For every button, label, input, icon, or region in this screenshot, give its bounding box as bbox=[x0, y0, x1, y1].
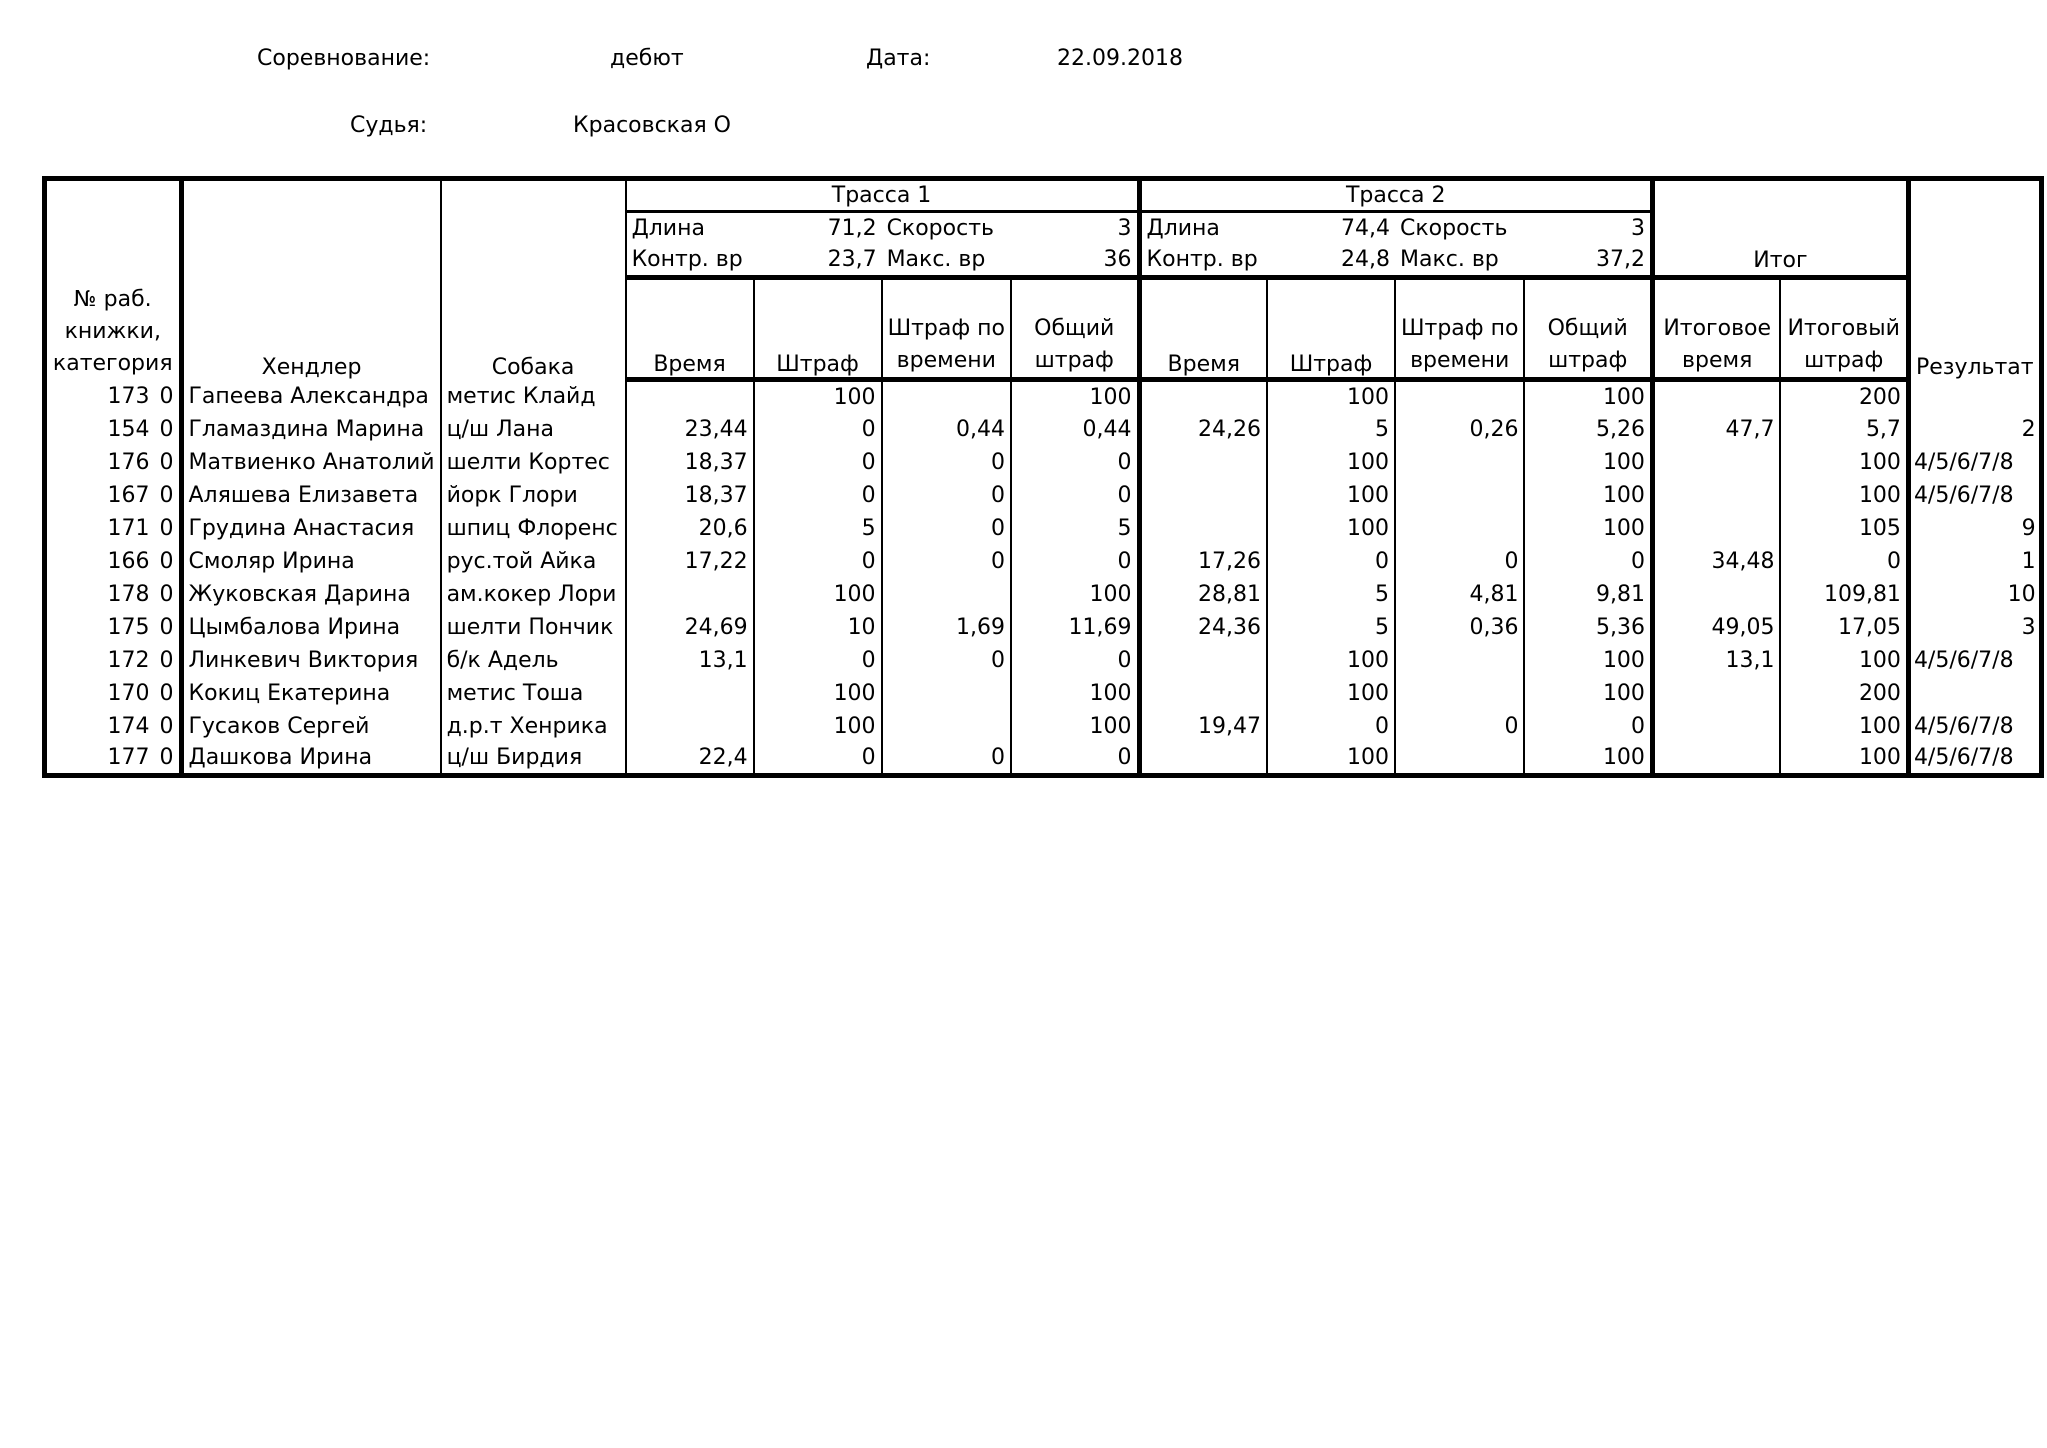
c1-time-penalty bbox=[882, 578, 1011, 611]
c1-time-penalty: 0 bbox=[882, 644, 1011, 677]
category: 0 bbox=[159, 581, 174, 607]
c1-total-penalty: 100 bbox=[1011, 710, 1139, 743]
c1-penalty: 100 bbox=[754, 578, 882, 611]
category: 0 bbox=[159, 416, 174, 442]
c1-total-penalty: 11,69 bbox=[1011, 611, 1139, 644]
table-row bbox=[45, 644, 2042, 677]
table-row bbox=[45, 413, 2042, 446]
handler-name: Кокиц Екатерина bbox=[181, 677, 441, 710]
c2-time-penalty bbox=[1395, 644, 1524, 677]
final-penalty: 105 bbox=[1780, 512, 1908, 545]
result bbox=[1908, 677, 2041, 710]
final-penalty: 5,7 bbox=[1780, 413, 1908, 446]
c1-total-penalty-header: Общий штраф bbox=[1011, 278, 1139, 380]
c1-time-header: Время bbox=[626, 278, 754, 380]
total-time bbox=[1652, 479, 1780, 512]
course2-title: Трасса 2 bbox=[1139, 179, 1652, 212]
final-penalty: 100 bbox=[1780, 446, 1908, 479]
c1-penalty: 5 bbox=[754, 512, 882, 545]
category: 0 bbox=[159, 713, 174, 739]
c2-penalty: 100 bbox=[1267, 644, 1395, 677]
category: 0 bbox=[159, 745, 174, 771]
dog-name: шелти Пончик bbox=[441, 611, 626, 644]
result: 4/5/6/7/8 bbox=[1908, 710, 2041, 743]
total-time: 34,48 bbox=[1652, 545, 1780, 578]
judge-label: Судья: bbox=[350, 113, 428, 138]
course2-speed: 3 bbox=[1630, 216, 1645, 242]
course1-length: 71,2 bbox=[827, 216, 877, 242]
c1-total-penalty: 100 bbox=[1011, 578, 1139, 611]
date-label: Дата: bbox=[866, 46, 931, 71]
category: 0 bbox=[159, 680, 174, 706]
c1-penalty: 10 bbox=[754, 611, 882, 644]
workbook-number: 173 bbox=[107, 383, 150, 409]
c1-time bbox=[626, 710, 754, 743]
c2-total-penalty: 0 bbox=[1524, 545, 1652, 578]
course1-max: 36 bbox=[1011, 245, 1139, 278]
category: 0 bbox=[159, 515, 174, 541]
result: 4/5/6/7/8 bbox=[1908, 644, 2041, 677]
course2-control: 24,8 bbox=[1267, 245, 1395, 278]
course2-max: 37,2 bbox=[1524, 245, 1652, 278]
c2-penalty: 100 bbox=[1267, 380, 1395, 413]
handler-name: Смоляр Ирина bbox=[181, 545, 441, 578]
c2-penalty: 100 bbox=[1267, 446, 1395, 479]
result: 4/5/6/7/8 bbox=[1908, 479, 2041, 512]
c1-total-penalty: 0 bbox=[1011, 545, 1139, 578]
workbook-number: 177 bbox=[107, 745, 150, 771]
c1-total-penalty: 100 bbox=[1011, 677, 1139, 710]
c2-total-penalty: 5,36 bbox=[1524, 611, 1652, 644]
final-penalty: 200 bbox=[1780, 677, 1908, 710]
course1-speed-label: Скорость bbox=[886, 216, 994, 242]
c2-penalty: 100 bbox=[1267, 479, 1395, 512]
c1-time: 17,22 bbox=[626, 545, 754, 578]
category: 0 bbox=[159, 647, 174, 673]
c1-time-penalty bbox=[882, 710, 1011, 743]
c2-time bbox=[1139, 677, 1267, 710]
total-time: 13,1 bbox=[1652, 644, 1780, 677]
c1-time-penalty bbox=[882, 380, 1011, 413]
c2-time: 19,47 bbox=[1139, 710, 1267, 743]
col-header-number: № раб. книжки, категория bbox=[52, 286, 173, 376]
c2-time-penalty: 0,36 bbox=[1395, 611, 1524, 644]
c2-time bbox=[1139, 446, 1267, 479]
judge-value: Красовская О bbox=[573, 113, 731, 138]
total-time bbox=[1652, 578, 1780, 611]
c2-penalty: 100 bbox=[1267, 743, 1395, 776]
c2-total-penalty: 100 bbox=[1524, 380, 1652, 413]
c1-penalty: 0 bbox=[754, 743, 882, 776]
table-row bbox=[45, 479, 2042, 512]
col-header-handler: Хендлер bbox=[181, 179, 441, 380]
result bbox=[1908, 380, 2041, 413]
course1-control: 23,7 bbox=[754, 245, 882, 278]
c1-penalty: 0 bbox=[754, 545, 882, 578]
workbook-number: 170 bbox=[107, 680, 150, 706]
total-time bbox=[1652, 677, 1780, 710]
c2-time bbox=[1139, 479, 1267, 512]
c1-time bbox=[626, 578, 754, 611]
c1-time: 18,37 bbox=[626, 479, 754, 512]
table-row bbox=[45, 677, 2042, 710]
c2-time: 24,26 bbox=[1139, 413, 1267, 446]
course1-speed: 3 bbox=[1117, 216, 1132, 242]
table-row bbox=[45, 611, 2042, 644]
c2-total-penalty: 9,81 bbox=[1524, 578, 1652, 611]
handler-name: Цымбалова Ирина bbox=[181, 611, 441, 644]
c1-time-penalty: 0 bbox=[882, 512, 1011, 545]
c1-time: 22,4 bbox=[626, 743, 754, 776]
final-penalty: 0 bbox=[1780, 545, 1908, 578]
c2-total-penalty: 100 bbox=[1524, 512, 1652, 545]
final-penalty: 17,05 bbox=[1780, 611, 1908, 644]
total-time: 49,05 bbox=[1652, 611, 1780, 644]
c2-time bbox=[1139, 644, 1267, 677]
c1-time bbox=[626, 677, 754, 710]
final-penalty-header: Итоговый штраф bbox=[1780, 278, 1908, 380]
dog-name: ц/ш Бирдия bbox=[441, 743, 626, 776]
c1-time: 20,6 bbox=[626, 512, 754, 545]
course1-max-label: Макс. вр bbox=[882, 245, 1011, 278]
c2-total-penalty: 100 bbox=[1524, 677, 1652, 710]
c1-penalty: 100 bbox=[754, 710, 882, 743]
c1-time: 24,69 bbox=[626, 611, 754, 644]
category: 0 bbox=[159, 449, 174, 475]
workbook-number: 175 bbox=[107, 614, 150, 640]
c2-total-penalty: 100 bbox=[1524, 743, 1652, 776]
handler-name: Жуковская Дарина bbox=[181, 578, 441, 611]
result: 3 bbox=[1908, 611, 2041, 644]
col-header-summary: Итог bbox=[1652, 179, 1908, 278]
workbook-number: 154 bbox=[107, 416, 150, 442]
final-penalty: 109,81 bbox=[1780, 578, 1908, 611]
c1-penalty: 0 bbox=[754, 479, 882, 512]
c1-penalty: 0 bbox=[754, 644, 882, 677]
category: 0 bbox=[159, 383, 174, 409]
table-row bbox=[45, 380, 2042, 413]
category: 0 bbox=[159, 548, 174, 574]
result: 4/5/6/7/8 bbox=[1908, 446, 2041, 479]
dog-name: ам.кокер Лори bbox=[441, 578, 626, 611]
workbook-number: 171 bbox=[107, 515, 150, 541]
c2-time-penalty-header: Штраф по времени bbox=[1395, 278, 1524, 380]
c2-total-penalty: 100 bbox=[1524, 479, 1652, 512]
c2-time: 24,36 bbox=[1139, 611, 1267, 644]
c1-penalty: 0 bbox=[754, 446, 882, 479]
results-body bbox=[45, 380, 2042, 776]
course2-control-label: Контр. вр bbox=[1139, 245, 1267, 278]
dog-name: йорк Глори bbox=[441, 479, 626, 512]
workbook-number: 166 bbox=[107, 548, 150, 574]
category: 0 bbox=[159, 614, 174, 640]
workbook-number: 174 bbox=[107, 713, 150, 739]
handler-name: Дашкова Ирина bbox=[181, 743, 441, 776]
competition-value: дебют bbox=[610, 46, 684, 71]
handler-name: Гламаздина Марина bbox=[181, 413, 441, 446]
c2-penalty: 0 bbox=[1267, 545, 1395, 578]
c1-penalty-header: Штраф bbox=[754, 278, 882, 380]
result: 10 bbox=[1908, 578, 2041, 611]
category: 0 bbox=[159, 482, 174, 508]
final-penalty: 100 bbox=[1780, 644, 1908, 677]
c2-total-penalty: 100 bbox=[1524, 644, 1652, 677]
c1-penalty: 0 bbox=[754, 413, 882, 446]
c1-total-penalty: 0,44 bbox=[1011, 413, 1139, 446]
c2-time-penalty: 0 bbox=[1395, 545, 1524, 578]
workbook-number: 167 bbox=[107, 482, 150, 508]
c2-time-penalty: 0,26 bbox=[1395, 413, 1524, 446]
c1-total-penalty: 5 bbox=[1011, 512, 1139, 545]
c1-time-penalty: 0,44 bbox=[882, 413, 1011, 446]
c2-time: 28,81 bbox=[1139, 578, 1267, 611]
handler-name: Грудина Анастасия bbox=[181, 512, 441, 545]
dog-name: метис Клайд bbox=[441, 380, 626, 413]
c2-time bbox=[1139, 380, 1267, 413]
final-penalty: 100 bbox=[1780, 479, 1908, 512]
table-row bbox=[45, 512, 2042, 545]
c2-penalty: 0 bbox=[1267, 710, 1395, 743]
col-header-result: Результат bbox=[1908, 179, 2041, 380]
c2-total-penalty: 0 bbox=[1524, 710, 1652, 743]
total-time bbox=[1652, 743, 1780, 776]
result: 1 bbox=[1908, 545, 2041, 578]
c1-total-penalty: 0 bbox=[1011, 644, 1139, 677]
dog-name: ц/ш Лана bbox=[441, 413, 626, 446]
course1-control-label: Контр. вр bbox=[626, 245, 754, 278]
handler-name: Аляшева Елизавета bbox=[181, 479, 441, 512]
total-time: 47,7 bbox=[1652, 413, 1780, 446]
dog-name: б/к Адель bbox=[441, 644, 626, 677]
date-value: 22.09.2018 bbox=[1057, 46, 1183, 71]
c2-penalty: 100 bbox=[1267, 512, 1395, 545]
handler-name: Линкевич Виктория bbox=[181, 644, 441, 677]
c1-time-penalty: 0 bbox=[882, 446, 1011, 479]
result: 4/5/6/7/8 bbox=[1908, 743, 2041, 776]
c1-total-penalty: 0 bbox=[1011, 446, 1139, 479]
c2-time bbox=[1139, 512, 1267, 545]
total-time bbox=[1652, 512, 1780, 545]
c2-penalty: 5 bbox=[1267, 578, 1395, 611]
c2-time-penalty bbox=[1395, 479, 1524, 512]
c2-total-penalty: 100 bbox=[1524, 446, 1652, 479]
c2-time-penalty: 0 bbox=[1395, 710, 1524, 743]
dog-name: д.р.т Хенрика bbox=[441, 710, 626, 743]
c1-time-penalty: 0 bbox=[882, 743, 1011, 776]
c1-time: 13,1 bbox=[626, 644, 754, 677]
result: 2 bbox=[1908, 413, 2041, 446]
c1-time-penalty: 0 bbox=[882, 545, 1011, 578]
workbook-number: 178 bbox=[107, 581, 150, 607]
course1-title: Трасса 1 bbox=[626, 179, 1139, 212]
handler-name: Гапеева Александра bbox=[181, 380, 441, 413]
c2-time-penalty bbox=[1395, 677, 1524, 710]
col-header-dog: Собака bbox=[441, 179, 626, 380]
handler-name: Гусаков Сергей bbox=[181, 710, 441, 743]
c1-total-penalty: 100 bbox=[1011, 380, 1139, 413]
course2-length: 74,4 bbox=[1341, 216, 1390, 242]
c2-time-penalty: 4,81 bbox=[1395, 578, 1524, 611]
table-row bbox=[45, 578, 2042, 611]
c2-time-penalty bbox=[1395, 446, 1524, 479]
c1-time: 23,44 bbox=[626, 413, 754, 446]
table-row bbox=[45, 743, 2042, 776]
table-row bbox=[45, 545, 2042, 578]
c1-time-penalty: 0 bbox=[882, 479, 1011, 512]
c1-time bbox=[626, 380, 754, 413]
table-row bbox=[45, 710, 2042, 743]
course2-length-label: Длина bbox=[1139, 212, 1267, 245]
c2-time bbox=[1139, 743, 1267, 776]
c2-time-penalty bbox=[1395, 380, 1524, 413]
results-table bbox=[42, 176, 2044, 778]
dog-name: рус.той Айка bbox=[441, 545, 626, 578]
dog-name: шелти Кортес bbox=[441, 446, 626, 479]
total-time bbox=[1652, 446, 1780, 479]
c1-time: 18,37 bbox=[626, 446, 754, 479]
c1-total-penalty: 0 bbox=[1011, 743, 1139, 776]
c2-time-penalty bbox=[1395, 512, 1524, 545]
c2-penalty: 5 bbox=[1267, 413, 1395, 446]
dog-name: метис Тоша bbox=[441, 677, 626, 710]
c2-total-penalty-header: Общий штраф bbox=[1524, 278, 1652, 380]
c1-time-penalty bbox=[882, 677, 1011, 710]
final-penalty: 200 bbox=[1780, 380, 1908, 413]
workbook-number: 176 bbox=[107, 449, 150, 475]
c1-time-penalty: 1,69 bbox=[882, 611, 1011, 644]
course2-speed-label: Скорость bbox=[1400, 216, 1508, 242]
c2-penalty-header: Штраф bbox=[1267, 278, 1395, 380]
c2-penalty: 5 bbox=[1267, 611, 1395, 644]
course2-max-label: Макс. вр bbox=[1395, 245, 1524, 278]
c2-time-header: Время bbox=[1139, 278, 1267, 380]
c2-time: 17,26 bbox=[1139, 545, 1267, 578]
c2-total-penalty: 5,26 bbox=[1524, 413, 1652, 446]
final-penalty: 100 bbox=[1780, 710, 1908, 743]
c2-time-penalty bbox=[1395, 743, 1524, 776]
handler-name: Матвиенко Анатолий bbox=[181, 446, 441, 479]
dog-name: шпиц Флоренс bbox=[441, 512, 626, 545]
c1-time-penalty-header: Штраф по времени bbox=[882, 278, 1011, 380]
c1-total-penalty: 0 bbox=[1011, 479, 1139, 512]
competition-label: Соревнование: bbox=[257, 46, 431, 71]
workbook-number: 172 bbox=[107, 647, 150, 673]
final-penalty: 100 bbox=[1780, 743, 1908, 776]
total-time bbox=[1652, 380, 1780, 413]
total-time bbox=[1652, 710, 1780, 743]
course1-length-label: Длина bbox=[626, 212, 754, 245]
c2-penalty: 100 bbox=[1267, 677, 1395, 710]
c1-penalty: 100 bbox=[754, 380, 882, 413]
result: 9 bbox=[1908, 512, 2041, 545]
table-row bbox=[45, 446, 2042, 479]
total-time-header: Итоговое время bbox=[1652, 278, 1780, 380]
c1-penalty: 100 bbox=[754, 677, 882, 710]
